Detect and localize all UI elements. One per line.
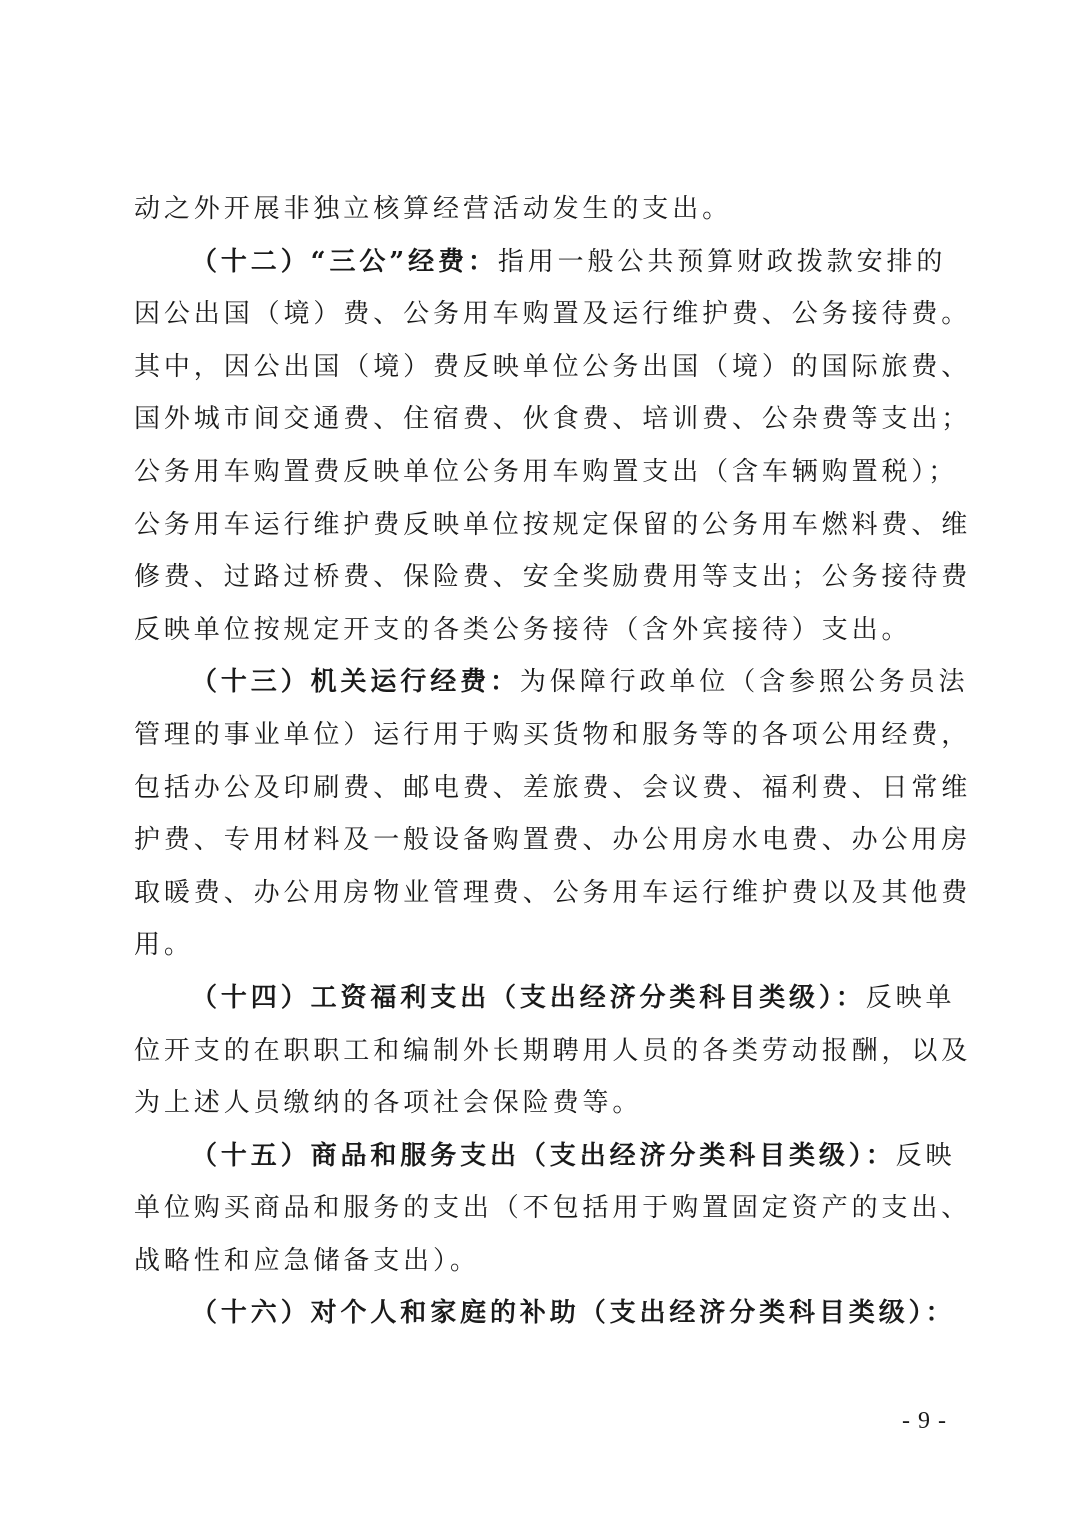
text-line bbox=[134, 814, 972, 867]
text-line bbox=[134, 393, 972, 446]
text-line bbox=[134, 1182, 972, 1235]
line-text: 公务用车运行维护费反映单位按规定保留的公务用车燃料费、维 bbox=[134, 509, 972, 540]
text-line bbox=[134, 446, 959, 499]
text-line bbox=[134, 236, 947, 289]
line-text: 护费、专用材料及一般设备购置费、办公用房水电费、办公用房 bbox=[134, 825, 972, 856]
text-line bbox=[134, 341, 972, 394]
line-text: 修费、过路过桥费、保险费、安全奖励费用等支出；公务接待费 bbox=[134, 562, 972, 593]
line-text: 指用一般公共预算财政拨款安排的 bbox=[497, 246, 947, 277]
line-text: 公务用车购置费反映单位公务用车购置支出（含车辆购置税）； bbox=[134, 456, 959, 487]
text-line bbox=[134, 656, 969, 709]
text-line bbox=[134, 867, 972, 920]
line-text: 反映单 bbox=[865, 982, 956, 1013]
page-number: - 9 - bbox=[902, 1408, 947, 1434]
line-text: 战略性和应急储备支出）。 bbox=[134, 1245, 480, 1276]
line-text: 为上述人员缴纳的各项社会保险费等。 bbox=[134, 1088, 643, 1119]
line-text: 因公出国（境）费、公务用车购置及运行维护费、公务接待费。 bbox=[134, 299, 972, 330]
line-text: 反映 bbox=[895, 1140, 956, 1171]
line-text: 反映单位按规定开支的各类公务接待（含外宾接待）支出。 bbox=[134, 614, 912, 645]
text-line bbox=[134, 709, 972, 762]
text-line bbox=[134, 604, 944, 657]
text-line bbox=[134, 919, 944, 972]
text-line bbox=[134, 762, 972, 815]
text-line bbox=[134, 1130, 956, 1183]
text-line bbox=[134, 1077, 944, 1130]
section-heading: （十六）对个人和家庭的补助（支出经济分类科目类级）： bbox=[191, 1298, 956, 1329]
line-text: 单位购买商品和服务的支出（不包括用于购置固定资产的支出、 bbox=[134, 1193, 972, 1224]
line-text: 包括办公及印刷费、邮电费、差旅费、会议费、福利费、日常维 bbox=[134, 772, 972, 803]
line-text: 其中，因公出国（境）费反映单位公务出国（境）的国际旅费、 bbox=[134, 351, 972, 382]
text-line bbox=[134, 1025, 972, 1078]
section-heading: （十五）商品和服务支出（支出经济分类科目类级）： bbox=[191, 1140, 896, 1171]
line-text: 为保障行政单位（含参照公务员法 bbox=[519, 667, 969, 698]
line-text: 管理的事业单位）运行用于购买货物和服务等的各项公用经费， bbox=[134, 719, 972, 750]
line-text: 用。 bbox=[134, 930, 194, 961]
line-text: 国外城市间交通费、住宿费、伙食费、培训费、公杂费等支出； bbox=[134, 404, 972, 435]
line-text: 动之外开展非独立核算经营活动发生的支出。 bbox=[134, 194, 733, 224]
body-text bbox=[134, 183, 972, 1340]
text-line bbox=[134, 288, 972, 341]
text-line bbox=[134, 1235, 944, 1288]
section-heading: （十三）机关运行经费： bbox=[191, 667, 520, 698]
text-line bbox=[134, 551, 972, 604]
section-heading: （十四）工资福利支出（支出经济分类科目类级）： bbox=[191, 982, 866, 1013]
section-heading: （十二）“三公”经费： bbox=[191, 246, 498, 277]
line-text: 位开支的在职职工和编制外长期聘用人员的各类劳动报酬，以及 bbox=[134, 1035, 972, 1066]
text-line bbox=[134, 1287, 956, 1340]
line-text: 取暖费、办公用房物业管理费、公务用车运行维护费以及其他费 bbox=[134, 877, 972, 908]
text-line bbox=[134, 972, 956, 1025]
text-line bbox=[134, 499, 972, 552]
text-line bbox=[134, 183, 944, 236]
